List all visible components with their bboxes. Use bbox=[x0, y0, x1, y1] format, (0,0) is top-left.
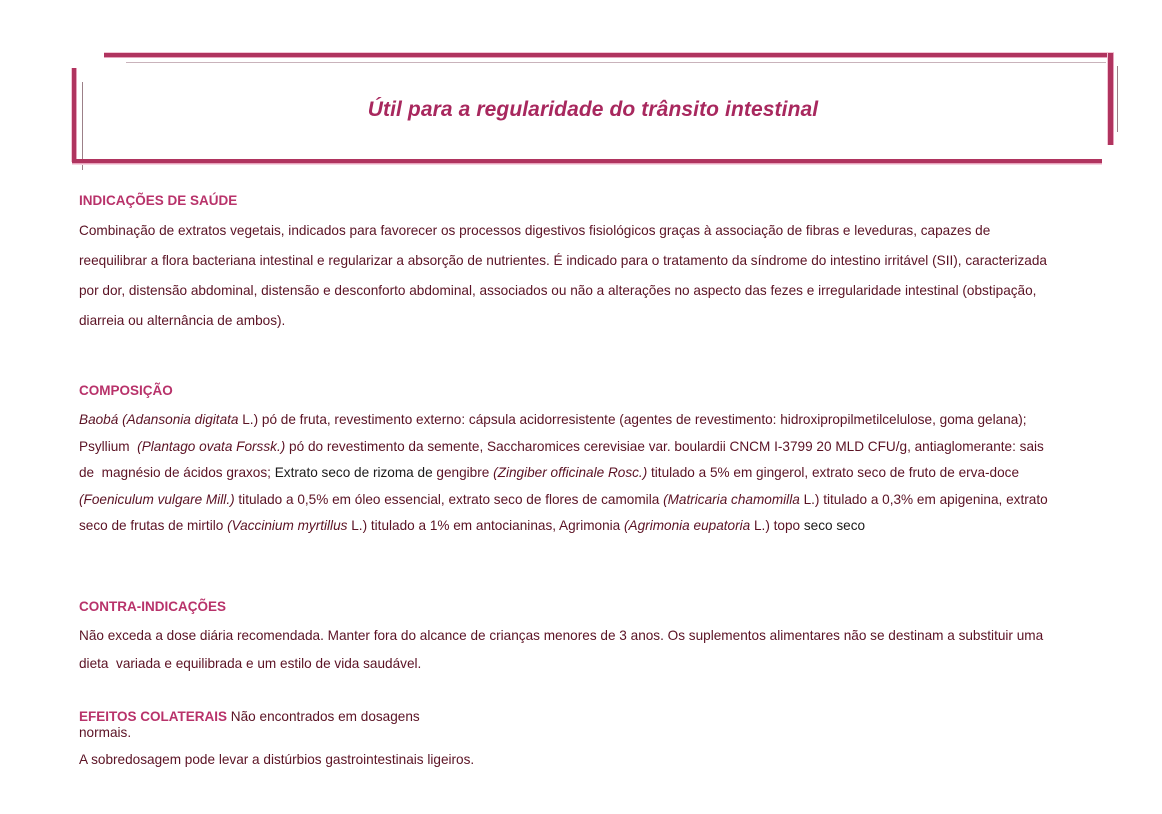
composition-text bbox=[79, 407, 1119, 540]
contraindications-line-2: dieta variada e equilibrada e um estilo de vida saudável. bbox=[79, 656, 422, 671]
contraindications-heading: CONTRA-INDICAÇÕES bbox=[79, 599, 226, 614]
title-frame-right-shadow-line bbox=[1117, 66, 1118, 132]
side-effects-heading: EFEITOS COLATERAIS bbox=[79, 709, 228, 724]
composition-text-segment: titulado a 5% em gingerol, extrato seco de fruto de erva-doce bbox=[647, 465, 1020, 481]
composition-text-segment: titulado a 0,5% em óleo essencial, extrato seco de flores de camomila bbox=[234, 491, 664, 507]
contraindications-text bbox=[79, 622, 1119, 678]
health-line-4: diarreia ou alternância de ambos). bbox=[79, 313, 286, 328]
side-effects-text-continued: normais. bbox=[79, 725, 132, 740]
latin-name-agrimonia: (Agrimonia eupatoria bbox=[624, 518, 751, 534]
title-frame-right-border bbox=[1108, 53, 1113, 145]
side-effects-block bbox=[79, 709, 420, 741]
latin-name-foeniculum: (Foeniculum vulgare Mill.) bbox=[79, 491, 235, 507]
latin-name-matricaria: (Matricaria chamomilla bbox=[663, 491, 800, 507]
page-title: Útil para a regularidade do trânsito intestinal bbox=[367, 98, 819, 121]
health-indications-text bbox=[79, 216, 1119, 336]
health-line-1: Combinação de extratos vegetais, indicados para favorecer os processos digestivos fisiológicos graças à associação de fibras e leveduras, capazes de bbox=[79, 223, 991, 238]
health-line-3: por dor, distensão abdominal, distensão e desconforto abdominal, associados ou não a alterações no aspecto das fezes e irregularidade intestinal (obstipação, bbox=[79, 283, 1037, 298]
composition-line-2 bbox=[79, 434, 1119, 461]
composition-text-segment: de magnésio de ácidos graxos; bbox=[79, 465, 275, 481]
composition-text-segment: L.) titulado a 0,3% em apigenina, extrato bbox=[799, 491, 1048, 507]
ingredient-baoba: Baobá (Adansonia digitata bbox=[79, 412, 239, 427]
contraindications-line-1: Não exceda a dose diária recomendada. Manter fora do alcance de crianças menores de 3 anos. Os suplementos alimentares não se destinam a substituir uma bbox=[79, 628, 1044, 643]
ingredient-psyllium: Psyllium bbox=[79, 438, 138, 454]
ingredient-ginger: gengibre bbox=[436, 465, 494, 481]
side-effects-text: Não encontrados em dosagens bbox=[227, 709, 420, 724]
title-frame-left-border bbox=[72, 68, 76, 162]
composition-text-segment: seco de frutas de mirtilo bbox=[79, 518, 228, 534]
composition-text-segment: pó do revestimento da semente, Saccharomices cerevisiae var. boulardii CNCM I-3799 20 MLD CFU/g, antiaglomerante: sais bbox=[285, 438, 1044, 454]
composition-line-1 bbox=[79, 407, 1119, 434]
composition-text-segment: L.) topo bbox=[750, 518, 804, 534]
composition-heading: COMPOSIÇÃO bbox=[79, 383, 173, 398]
composition-text-segment: L.) pó de fruta, revestimento externo: cápsula acidorresistente (agentes de revestimento: hidroxipropilmetilcelulose, goma gelana); bbox=[238, 412, 1027, 427]
composition-line-3 bbox=[79, 460, 1119, 487]
composition-text-segment-black: seco seco bbox=[803, 518, 866, 534]
composition-line-5 bbox=[79, 513, 1119, 540]
latin-name-vaccinium: (Vaccinium myrtillus bbox=[227, 518, 348, 534]
title-frame-left-shadow-line bbox=[82, 82, 83, 170]
composition-line-4 bbox=[79, 487, 1119, 514]
title-frame-top-border bbox=[104, 53, 1114, 57]
composition-text-segment-black: Extrato seco de rizoma de bbox=[274, 465, 437, 481]
health-indications-heading: INDICAÇÕES DE SAÚDE bbox=[79, 193, 238, 208]
title-frame-bottom-border bbox=[72, 159, 1102, 163]
composition-text-segment: L.) titulado a 1% em antocianinas, Agrimonia bbox=[347, 518, 625, 534]
latin-name-zingiber: (Zingiber officinale Rosc.) bbox=[493, 465, 648, 481]
latin-name-plantago: (Plantago ovata Forssk.) bbox=[137, 438, 286, 454]
health-line-2: reequilibrar a flora bacteriana intestinal e regularizar a absorção de nutrientes. É indicado para o tratamento da síndrome do intestino irritável (SII), caracterizada bbox=[79, 253, 1047, 268]
overdose-note: A sobredosagem pode levar a distúrbios gastrointestinais ligeiros. bbox=[79, 752, 475, 767]
title-frame-top-shadow-line bbox=[126, 62, 1106, 63]
